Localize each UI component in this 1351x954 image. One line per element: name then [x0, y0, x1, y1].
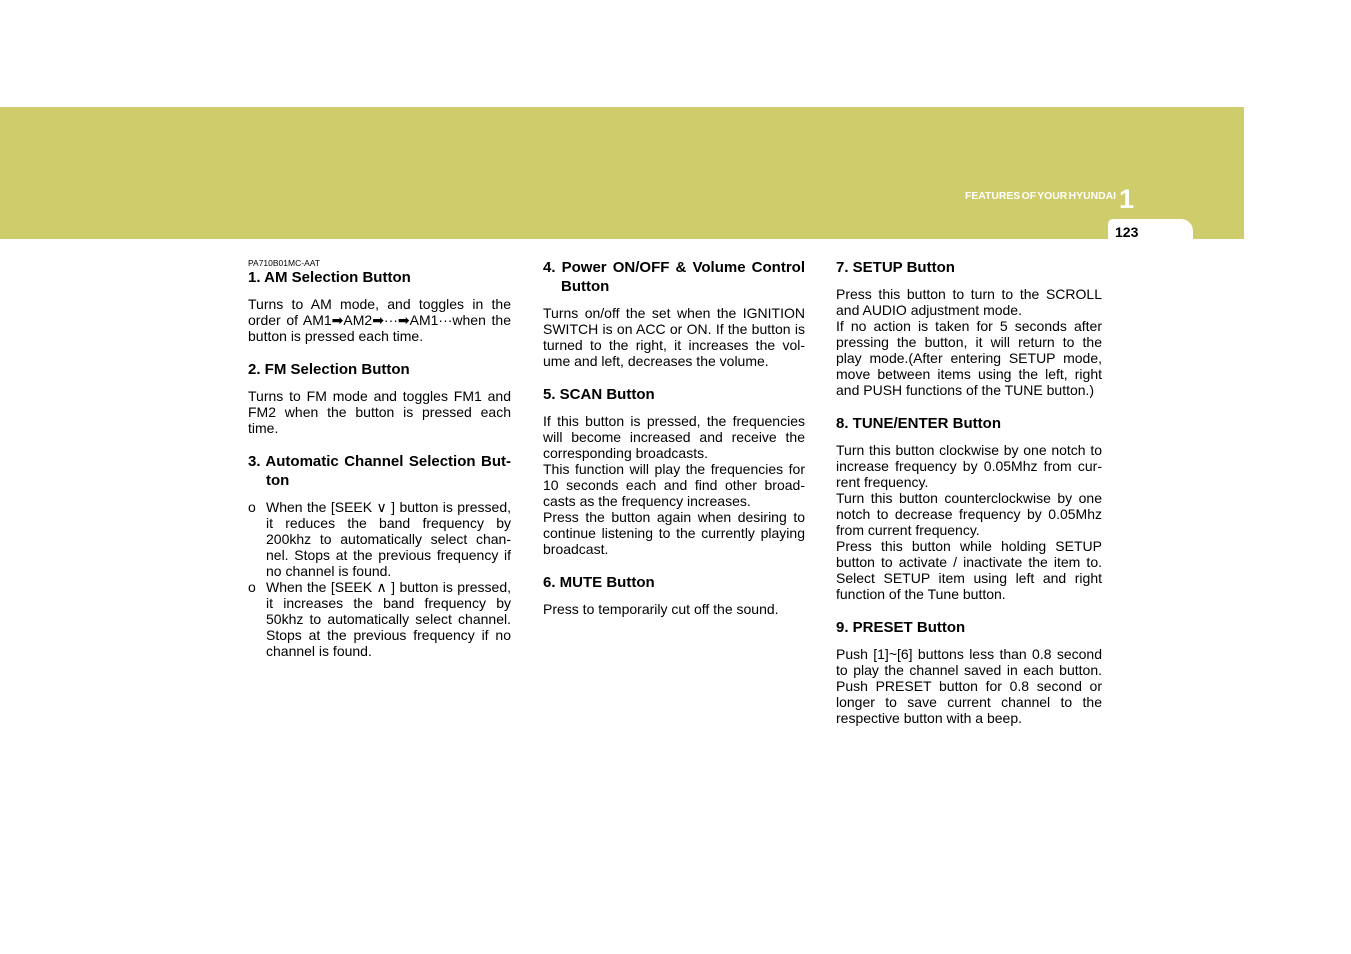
text-line: Select SETUP item using left and right [836, 570, 1102, 586]
text-line: button to activate / inactivate the item to. [836, 554, 1102, 570]
text-line: 10 seconds each and find other broad- [543, 477, 805, 493]
section-body [248, 388, 511, 436]
heading-line: 1. AM Selection Button [248, 269, 411, 286]
text-line: Push PRESET button for 0.8 second or [836, 678, 1102, 694]
text-line: ume and left, decreases the volume. [543, 353, 769, 369]
heading-line: 6. MUTE Button [543, 574, 655, 591]
text-line: nel. Stops at the previous frequency if [266, 547, 511, 563]
heading-line: 4. Power ON/OFF & Volume Control [543, 259, 805, 276]
text-line: will become increased and receive the [543, 429, 805, 445]
section-body [543, 601, 805, 617]
heading-line: 2. FM Selection Button [248, 361, 410, 378]
section-body [836, 286, 1102, 398]
section-body [836, 646, 1102, 726]
paragraph [836, 286, 1102, 318]
bullet-marker: o [248, 499, 256, 515]
text-line: Press to temporarily cut off the sound. [543, 601, 779, 617]
bullet-item [248, 579, 511, 659]
text-line: FM2 when the button is pressed each [248, 404, 511, 420]
text-line: casts as the frequency increases. [543, 493, 751, 509]
text-line: increase frequency by 0.05Mhz from cur- [836, 458, 1102, 474]
section-heading [836, 618, 1102, 637]
text-line: If no action is taken for 5 seconds after [836, 318, 1102, 334]
text-line: Press this button to turn to the SCROLL [836, 286, 1102, 302]
text-line: Turns to AM mode, and toggles in the [248, 296, 511, 312]
text-line: Push [1]~[6] buttons less than 0.8 second [836, 646, 1102, 662]
section-body [248, 296, 511, 344]
text-line: it increases the band frequency by [266, 595, 511, 611]
text-line: 200khz to automatically select chan- [266, 531, 511, 547]
manual-section [248, 360, 511, 436]
section-heading [248, 360, 511, 379]
paragraph [248, 296, 511, 344]
section-heading [248, 268, 511, 287]
section-heading [836, 258, 1102, 277]
text-line: turned to the right, it increases the vol- [543, 337, 805, 353]
manual-section [543, 573, 805, 617]
section-body [543, 305, 805, 369]
manual-section [836, 414, 1102, 602]
manual-section [543, 258, 805, 369]
text-line: broadcast. [543, 541, 609, 557]
paragraph [543, 509, 805, 557]
text-line: This function will play the frequencies for [543, 461, 805, 477]
heading-line: 9. PRESET Button [836, 619, 966, 636]
text-line: move between items using the left, right [836, 366, 1102, 382]
section-heading [248, 452, 511, 490]
text-line: respective button with a beep. [836, 710, 1023, 726]
section-heading [543, 385, 805, 404]
text-line: and PUSH functions of the TUNE button.) [836, 382, 1095, 398]
section-body [836, 442, 1102, 602]
text-line: When the [SEEK ∨ ] button is pressed, [266, 499, 511, 515]
heading-line: 3. Automatic Channel Selection But- [248, 453, 511, 470]
text-line: order of AM1➡AM2➡···➡AM1···when the [248, 312, 511, 328]
heading-line: 7. SETUP Button [836, 259, 955, 276]
text-line: If this button is pressed, the frequencies [543, 413, 805, 429]
bullet-marker: o [248, 579, 256, 595]
chapter-number: 1 [1119, 184, 1135, 214]
paragraph [543, 413, 805, 461]
text-line: pressing the button, it will return to the [836, 334, 1102, 350]
text-line: rent frequency. [836, 474, 929, 490]
heading-line: 5. SCAN Button [543, 386, 655, 403]
text-line: time. [248, 420, 279, 436]
text-column-1 [248, 259, 511, 659]
section-body [543, 413, 805, 557]
paragraph [836, 442, 1102, 490]
paragraph [836, 646, 1102, 726]
text-line: function of the Tune button. [836, 586, 1006, 602]
text-line: and AUDIO adjustment mode. [836, 302, 1022, 318]
paragraph [543, 305, 805, 369]
text-line: play mode.(After entering SETUP mode, [836, 350, 1102, 366]
text-line: it reduces the band frequency by [266, 515, 511, 531]
text-line: notch to decrease frequency by 0.05Mhz [836, 506, 1102, 522]
manual-section [836, 618, 1102, 726]
text-line: continue listening to the currently playing [543, 525, 805, 541]
text-line: When the [SEEK ∧ ] button is pressed, [266, 579, 511, 595]
text-line: Turns on/off the set when the IGNITION [543, 305, 805, 321]
manual-section [836, 258, 1102, 398]
text-line: SWITCH is on ACC or ON. If the button is [543, 321, 805, 337]
heading-line: ton [266, 472, 290, 489]
section-code: PA710B01MC-AAT [248, 258, 320, 268]
text-line: Turn this button clockwise by one notch to [836, 442, 1102, 458]
section-heading [543, 573, 805, 592]
paragraph [836, 318, 1102, 398]
text-line: longer to save current channel to the [836, 694, 1102, 710]
section-heading [836, 414, 1102, 433]
text-line: corresponding broadcasts. [543, 445, 708, 461]
paragraph [543, 461, 805, 509]
heading-line: 8. TUNE/ENTER Button [836, 415, 1001, 432]
section-body [248, 499, 511, 659]
text-line: from current frequency. [836, 522, 980, 538]
text-column-2 [543, 258, 805, 617]
section-heading [543, 258, 805, 296]
text-line: Press this button while holding SETUP [836, 538, 1102, 554]
text-line: 50khz to automatically select channel. [266, 611, 511, 627]
chapter-title: FEATURES OF YOUR HYUNDAI [965, 191, 1116, 202]
page-number: 123 [1115, 224, 1139, 240]
text-line: channel is found. [266, 643, 372, 659]
text-line: Stops at the previous frequency if no [266, 627, 511, 643]
text-line: Turn this button counterclockwise by one [836, 490, 1102, 506]
text-column-3 [836, 258, 1102, 726]
text-line: Turns to FM mode and toggles FM1 and [248, 388, 511, 404]
manual-section [543, 385, 805, 557]
text-line: no channel is found. [266, 563, 392, 579]
text-line: button is pressed each time. [248, 328, 424, 344]
heading-line: Button [561, 278, 610, 295]
manual-section [248, 259, 511, 344]
bullet-item [248, 499, 511, 579]
page-number-tab [1108, 219, 1193, 239]
manual-section [248, 452, 511, 659]
paragraph [836, 538, 1102, 602]
header-band [0, 107, 1244, 239]
text-line: Press the button again when desiring to [543, 509, 805, 525]
paragraph [543, 601, 805, 617]
paragraph [836, 490, 1102, 538]
text-line: to play the channel saved in each button. [836, 662, 1102, 678]
paragraph [248, 388, 511, 436]
